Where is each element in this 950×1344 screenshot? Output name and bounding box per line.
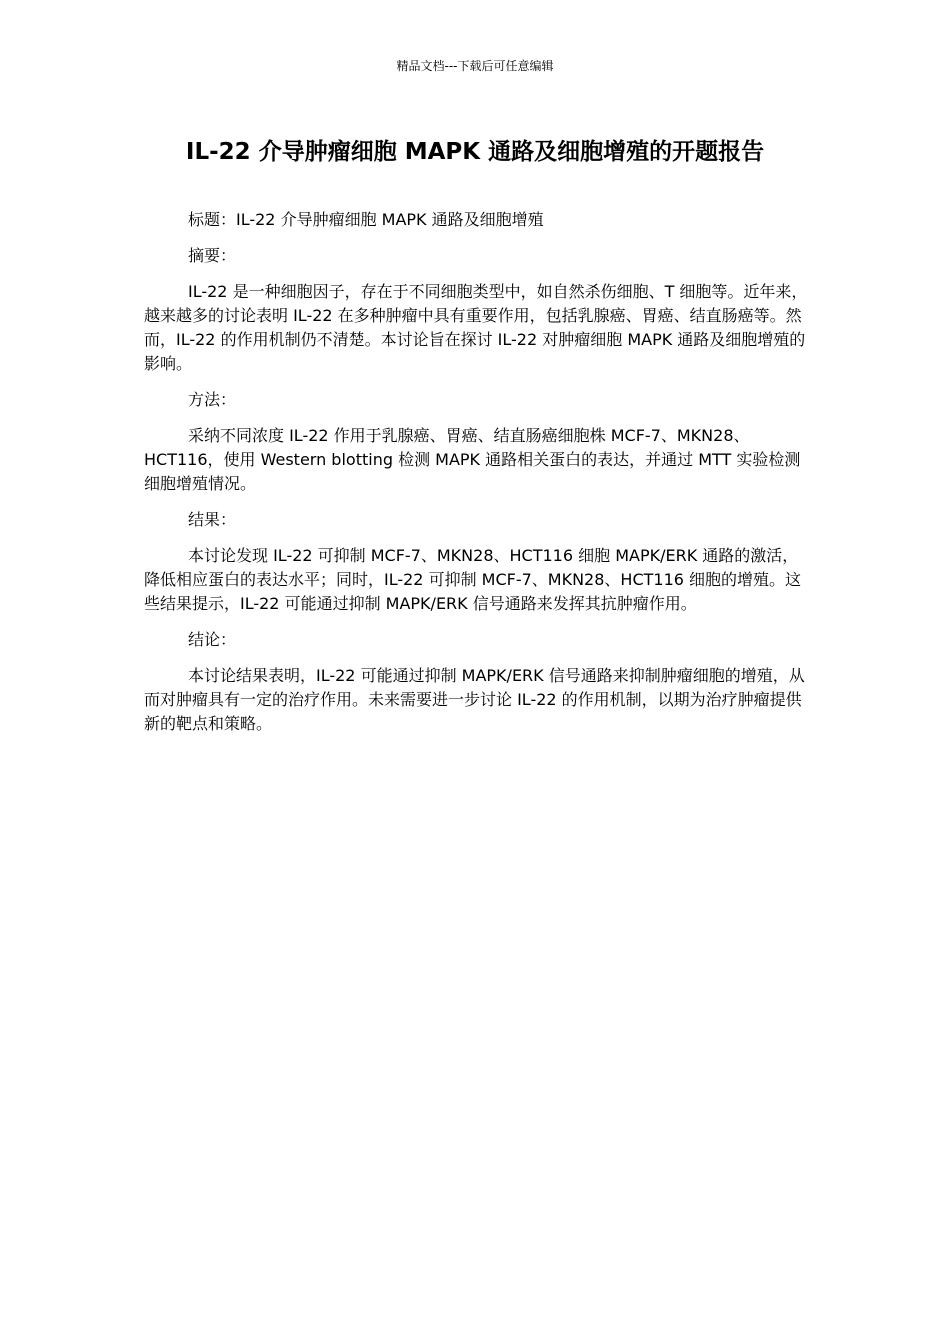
document-body: [144, 208, 808, 748]
abstract-paragraph: IL-22 是一种细胞因子，存在于不同细胞类型中，如自然杀伤细胞、T 细胞等。近年来，越来越多的讨论表明 IL-22 在多种肿瘤中具有重要作用，包括乳腺癌、胃癌、结直肠癌等。然而，IL-22 的作用机制仍不清楚。本讨论旨在探讨 IL-22 对肿瘤细胞 MAPK 通路及细胞增殖的影响。: [144, 282, 808, 373]
results-label: 结果：: [188, 510, 237, 529]
page-title: IL-22 介导肿瘤细胞 MAPK 通路及细胞增殖的开题报告: [185, 139, 765, 165]
results-paragraph: 本讨论发现 IL-22 可抑制 MCF-7、MKN28、HCT116 细胞 MAPK/ERK 通路的激活，降低相应蛋白的表达水平；同时，IL-22 可抑制 MCF-7、MKN28、HCT116 细胞的增殖。这些结果提示，IL-22 可能通过抑制 MAPK/ERK 信号通路来发挥其抗肿瘤作用。: [144, 546, 802, 613]
methods-paragraph: 采纳不同浓度 IL-22 作用于乳腺癌、胃癌、结直肠癌细胞株 MCF-7、MKN28、HCT116，使用 Western blotting 检测 MAPK 通路相关蛋白的表达，并通过 MTT 实验检测细胞增殖情况。: [144, 426, 801, 493]
header-note: 精品文档---下载后可任意编辑: [396, 59, 554, 73]
topic-line: 标题：IL-22 介导肿瘤细胞 MAPK 通路及细胞增殖: [188, 210, 544, 229]
abstract-label: 摘要：: [188, 246, 237, 265]
conclusion-label: 结论：: [188, 630, 237, 649]
methods-label: 方法：: [188, 390, 237, 409]
conclusion-paragraph: 本讨论结果表明，IL-22 可能通过抑制 MAPK/ERK 信号通路来抑制肿瘤细胞的增殖，从而对肿瘤具有一定的治疗作用。未来需要进一步讨论 IL-22 的作用机制，以期为治疗肿瘤提供新的靶点和策略。: [144, 666, 805, 733]
